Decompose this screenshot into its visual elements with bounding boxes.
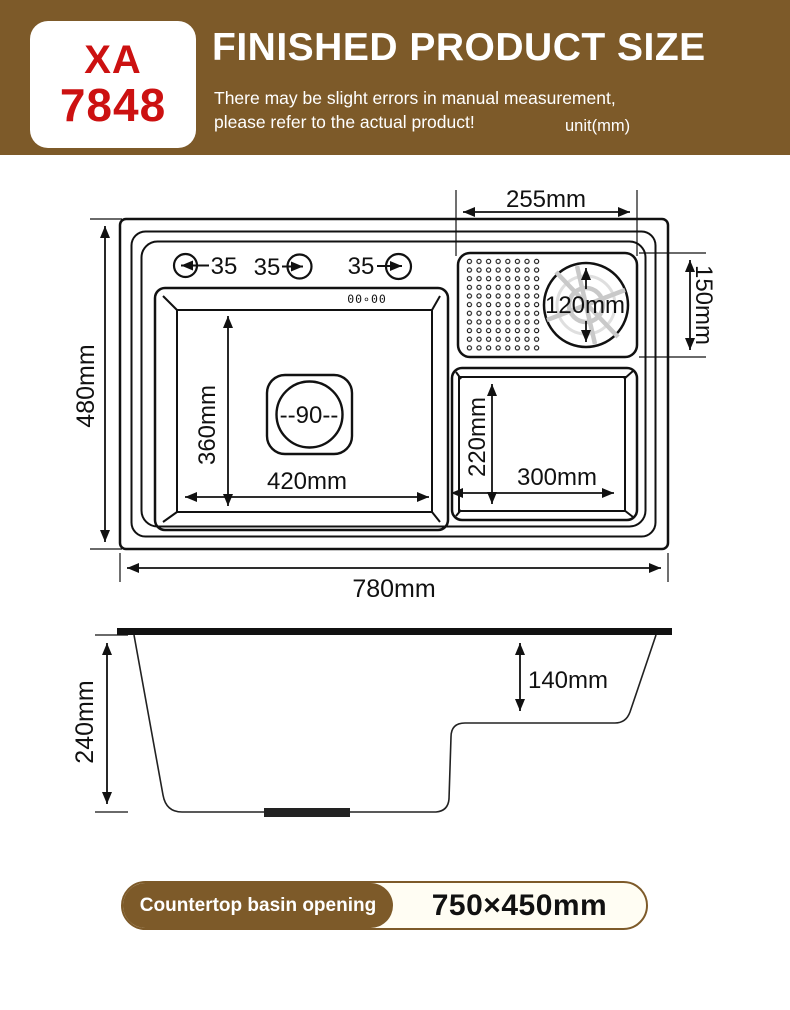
faucet-hole-3-label: 35	[347, 253, 375, 280]
main-basin-width-label: 420mm	[266, 468, 348, 495]
second-bowl-depth-label: 220mm	[464, 396, 491, 478]
main-drain-size-label: --90--	[279, 402, 339, 429]
waste-hole-diameter-label: 120mm	[544, 292, 626, 319]
main-basin-depth-label: 360mm	[194, 384, 221, 466]
page-title: FINISHED PRODUCT SIZE	[212, 26, 706, 69]
countertop-opening-pill	[121, 881, 648, 930]
measurement-note-line2: please refer to the actual product!	[214, 112, 475, 133]
overall-depth-label: 480mm	[72, 344, 100, 428]
side-view-diagram	[71, 628, 672, 817]
model-code-line1: XA	[84, 38, 142, 83]
drainboard-height-label: 150mm	[690, 264, 717, 346]
faucet-hole-1-label: 35	[210, 253, 238, 280]
drainboard-width-label: 255mm	[505, 186, 587, 213]
countertop-opening-value: 750×450mm	[431, 888, 608, 922]
sink-profile	[134, 635, 656, 812]
faucet-hole-2-label: 35	[253, 254, 281, 281]
total-depth-label: 240mm	[71, 680, 99, 764]
measurement-note-line1: There may be slight errors in manual measurement,	[214, 88, 616, 108]
step-depth-label: 140mm	[527, 667, 609, 694]
dim-240	[95, 635, 128, 812]
drain-stub	[264, 808, 350, 817]
countertop-bar	[117, 628, 672, 635]
overall-width-label: 780mm	[352, 575, 436, 603]
deck-display-mark: 00∘00	[347, 292, 387, 306]
second-bowl-width-label: 300mm	[516, 464, 598, 491]
model-code-line2: 7848	[59, 79, 167, 132]
top-view-diagram	[72, 186, 717, 603]
countertop-opening-label: Countertop basin opening	[123, 883, 393, 928]
faucet-holes	[174, 254, 411, 279]
drainboard-dot-grid	[466, 258, 543, 353]
unit-label: unit(mm)	[565, 117, 631, 135]
